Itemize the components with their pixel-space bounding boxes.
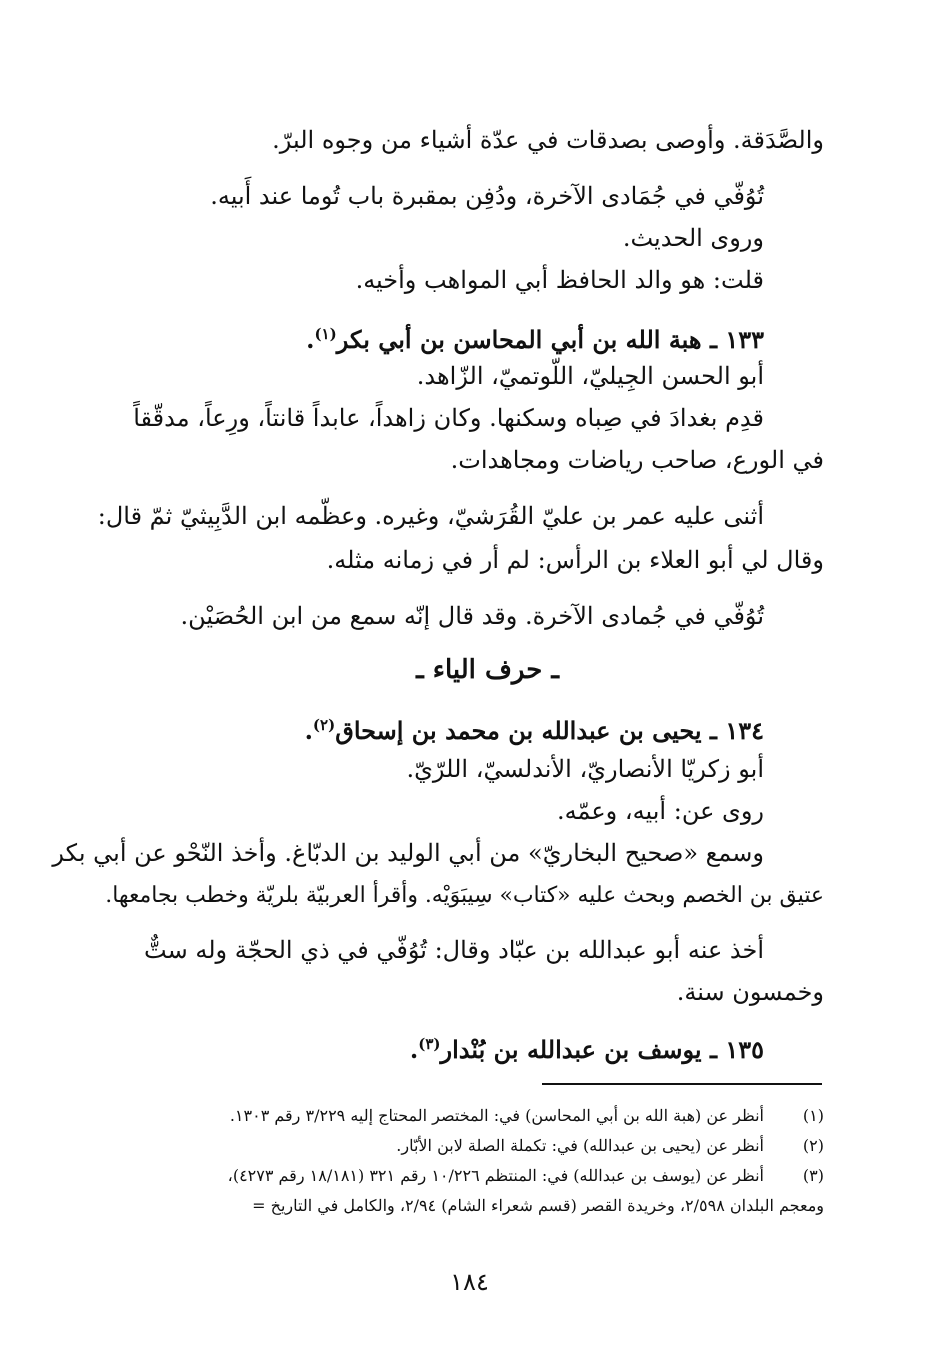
text-line: قلت: هو والد الحافظ أبي المواهب وأخيه.	[355, 266, 764, 294]
footnote-text: أنظر عن (يحيى بن عبدالله) في: تكملة الصلة لابن الأبّار.	[396, 1136, 764, 1155]
text-line: تُوُفّي في جُمَادى الآخرة، ودُفِن بمقبرة باب تُوما عند أَبيه.	[210, 182, 764, 210]
text-line: أبو زكريّا الأنصاريّ، الأندلسيّ، اللرّيّ.	[406, 755, 764, 783]
entry-period: .	[304, 716, 313, 745]
text-line: أخذ عنه أبو عبدالله بن عبّاد وقال: تُوُفّي في ذي الحجّة وله ستٌّ	[144, 936, 764, 964]
text-line: وسمع «صحيح البخاريّ» من أبي الوليد بن الدبّاغ. وأخذ النّحْو عن أبي بكر	[52, 839, 764, 867]
section-heading: ـ حرف الياء ـ	[416, 655, 559, 685]
text-line: تُوُفّي في جُمادى الآخرة. وقد قال إنّه سمع من ابن الحُصَيْن.	[180, 602, 764, 630]
footnote-number: (٢)	[802, 1136, 824, 1155]
footnote-text: ومعجم البلدان ٢/٥٩٨، وخريدة القصر (قسم شعراء الشام) ٢/٩٤، والكامل في التاريخ =	[252, 1196, 824, 1215]
entry-heading	[305, 705, 764, 751]
entry-period: .	[409, 1035, 419, 1064]
text-line: روى عن: أبيه، وعمّه.	[556, 797, 764, 825]
text-line: في الورع، صاحب رياضات ومجاهدات.	[450, 446, 824, 474]
footnote-ref: (١)	[314, 325, 337, 343]
text-line: وقال لي أبو العلاء بن الرأس: لم أر في زمانه مثله.	[326, 546, 824, 574]
footnote-text: أنظر عن (هبة الله بن أبي المحاسن) في: المختصر المحتاج إليه ٣/٢٢٩ رقم ١٣٠٣.	[229, 1106, 764, 1125]
footnote-number: (٣)	[802, 1166, 824, 1185]
text-line: قدِم بغدادَ في صِباه وسكنها. وكان زاهداً، عابداً قانتاً، ورِعاً، مدقّقاً	[133, 404, 764, 432]
text-line: وخمسون سنة.	[676, 978, 824, 1006]
entry-title: ١٣٣ ـ هبة الله بن أبي المحاسن بن أبي بكر	[336, 325, 764, 354]
entry-heading	[410, 1024, 764, 1070]
text-line: أثنى عليه عمر بن عليّ القُرَشيّ، وغيره. وعظّمه ابن الدَّبِيثيّ ثمّ قال:	[97, 502, 764, 530]
text-line: وروى الحديث.	[622, 224, 764, 252]
text-line: والصَّدَقة. وأوصى بصدقات في عدّة أشياء من وجوه البرّ.	[272, 126, 824, 154]
entry-title: ١٣٤ ـ يحيى بن عبدالله بن محمد بن إسحاق	[335, 716, 764, 745]
footnote-ref: (٣)	[418, 1035, 441, 1053]
text-line: أبو الحسن الجِيليّ، اللّوتميّ، الزّاهد.	[416, 362, 764, 390]
footnote-number: (١)	[802, 1106, 824, 1125]
text-line: عتيق بن الخصم وبحث عليه «كتاب» سِيبَوَيْه. وأقرأ العربيّة بلريّة وخطب بجامعها.	[105, 883, 824, 908]
entry-heading	[306, 314, 764, 360]
footnote-ref: (٢)	[312, 716, 336, 734]
entry-title: ١٣٥ ـ يوسف بن عبدالله بن بُنْدار	[440, 1035, 764, 1064]
footnote-text: أنظر عن (يوسف بن عبدالله) في: المنتظم ١٠/٢٢٦ رقم ٣٢١ (١٨/١٨١ رقم ٤٢٧٣)،	[227, 1166, 764, 1185]
page-number: ١٨٤	[450, 1268, 489, 1296]
entry-period: .	[306, 325, 315, 354]
footnote-separator	[542, 1083, 822, 1085]
